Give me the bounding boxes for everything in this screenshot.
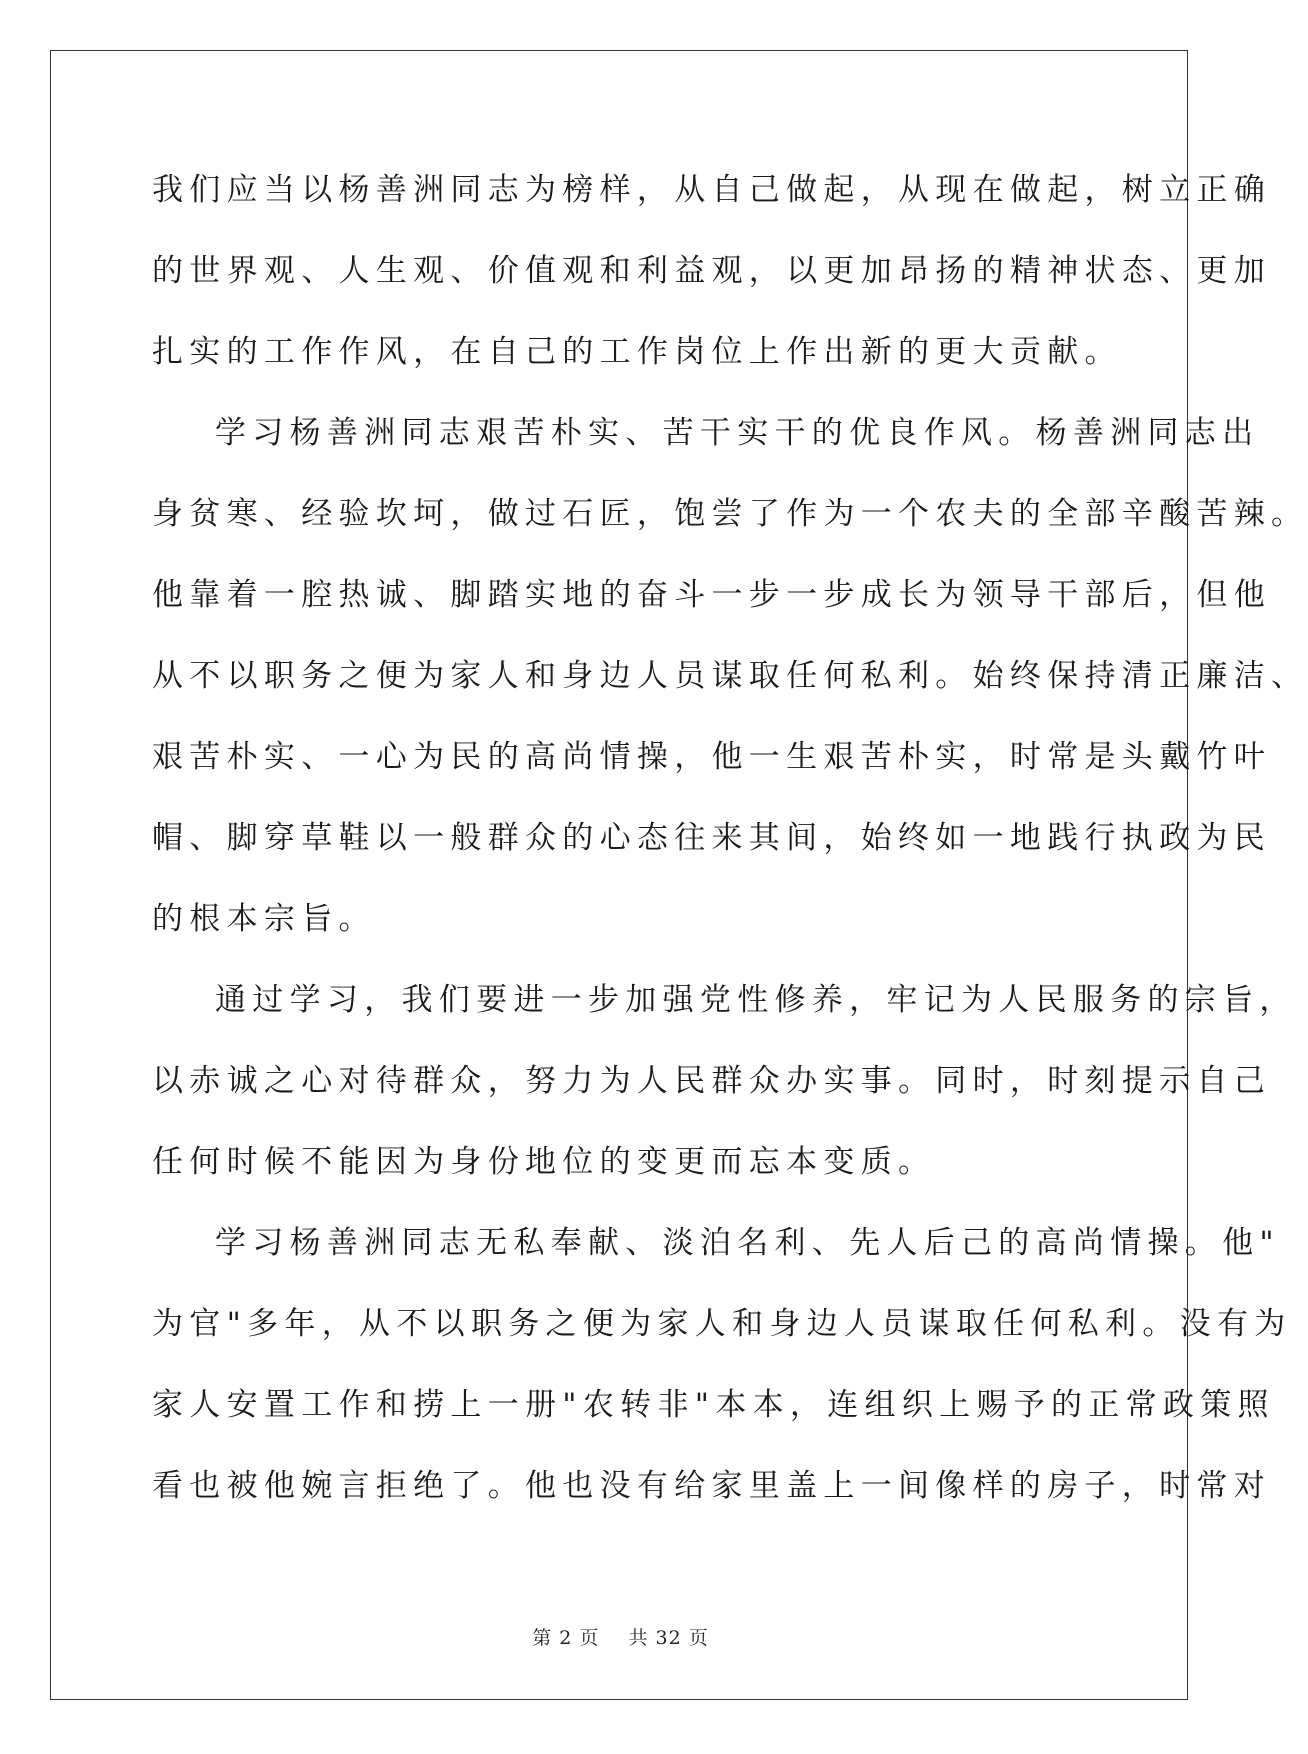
paragraph-first-line: 学习杨善洲同志艰苦朴实、苦干实干的优良作风。杨善洲同志出 bbox=[215, 415, 1260, 451]
text-line: 看也被他婉言拒绝了。他也没有给家里盖上一间像样的房子，时常对 bbox=[152, 1468, 1271, 1504]
document-body bbox=[152, 160, 1308, 1537]
page-total: 共 32 页 bbox=[628, 1627, 709, 1649]
text-line: 从不以职务之便为家人和身边人员谋取任何私利。始终保持清正廉洁、 bbox=[152, 658, 1308, 694]
text-line: 他靠着一腔热诚、脚踏实地的奋斗一步一步成长为领导干部后，但他 bbox=[152, 577, 1271, 613]
text-line: 帽、脚穿草鞋以一般群众的心态往来其间，始终如一地践行执政为民 bbox=[152, 820, 1271, 856]
text-line: 我们应当以杨善洲同志为榜样，从自己做起，从现在做起，树立正确 bbox=[152, 172, 1271, 208]
page-number: 第 2 页 bbox=[532, 1627, 600, 1649]
text-line: 的世界观、人生观、价值观和利益观，以更加昂扬的精神状态、更加 bbox=[152, 253, 1271, 289]
paragraph-first-line: 学习杨善洲同志无私奉献、淡泊名利、先人后己的高尚情操。他" bbox=[215, 1225, 1280, 1261]
text-line: 家人安置工作和捞上一册"农转非"本本，连组织上赐予的正常政策照 bbox=[152, 1387, 1275, 1423]
text-line: 任何时候不能因为身份地位的变更而忘本变质。 bbox=[152, 1144, 936, 1180]
text-line: 艰苦朴实、一心为民的高尚情操，他一生艰苦朴实，时常是头戴竹叶 bbox=[152, 739, 1271, 775]
text-line: 以赤诚之心对待群众，努力为人民群众办实事。同时，时刻提示自己 bbox=[152, 1063, 1271, 1099]
text-line: 的根本宗旨。 bbox=[152, 901, 376, 937]
paragraph-first-line: 通过学习，我们要进一步加强党性修养，牢记为人民服务的宗旨， bbox=[215, 982, 1297, 1018]
text-line: 为官"多年，从不以职务之便为家人和身边人员谋取任何私利。没有为 bbox=[152, 1306, 1292, 1342]
page-footer bbox=[0, 1623, 1241, 1650]
text-line: 扎实的工作作风，在自己的工作岗位上作出新的更大贡献。 bbox=[152, 334, 1122, 370]
text-line: 身贫寒、经验坎坷，做过石匠，饱尝了作为一个农夫的全部辛酸苦辣。 bbox=[152, 496, 1308, 532]
